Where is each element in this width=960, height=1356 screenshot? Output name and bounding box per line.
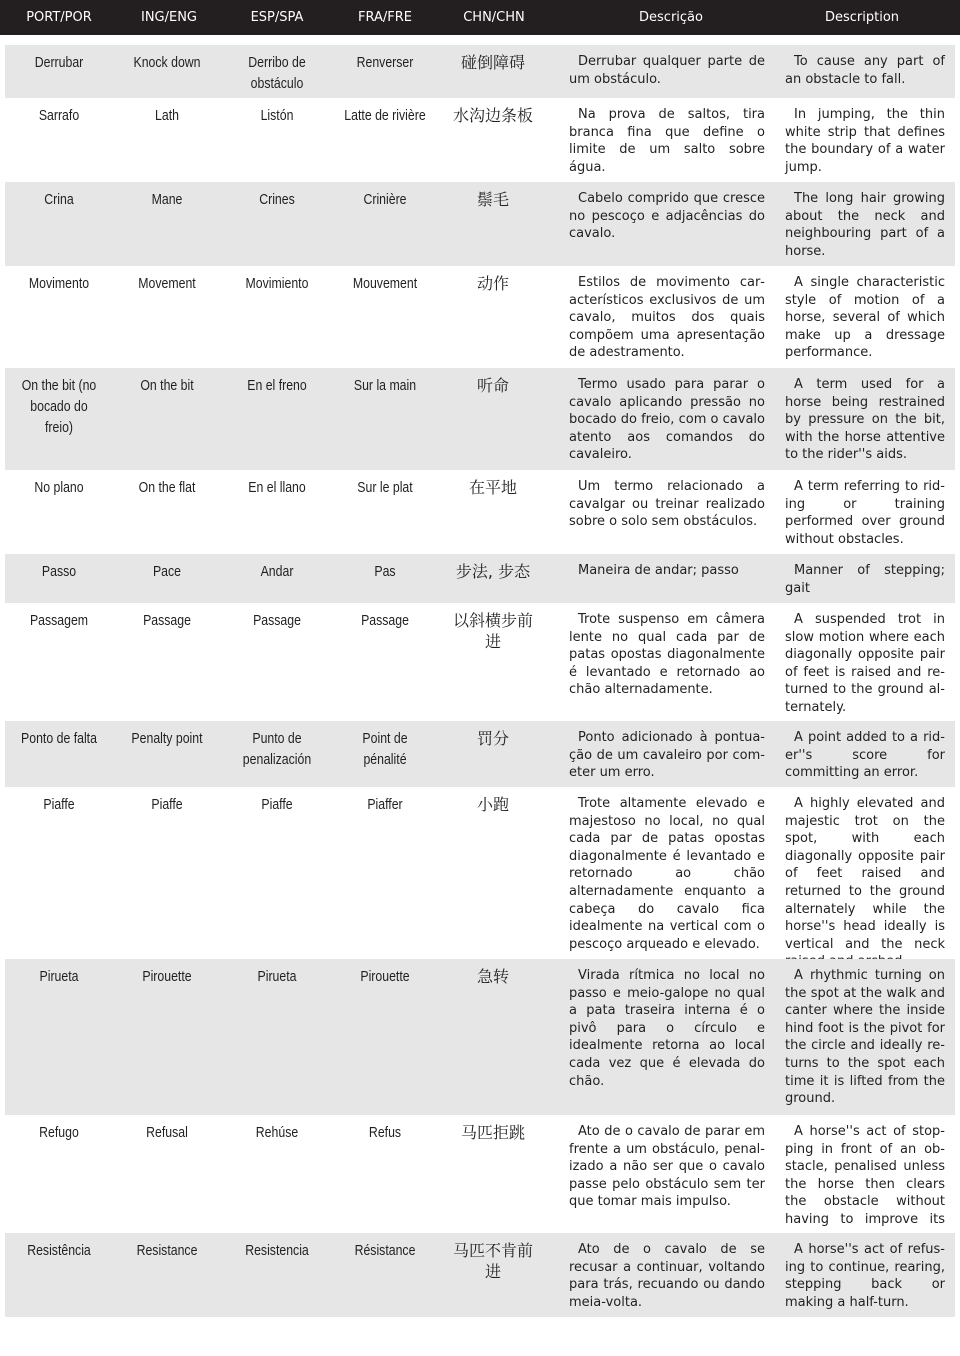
term-spa: Crines (259, 191, 295, 208)
desc-pt: Maneira de andar; passo (578, 563, 739, 578)
term-eng: Movement (138, 275, 196, 292)
term-fra: Passage (361, 612, 409, 629)
term-spa: Listón (260, 107, 294, 124)
header-eng: ING/ENG (140, 10, 198, 25)
desc-pt: Termo usado para parar o cavalo aplicando pressão no bocado do freio, com o cavalo atento aos comandos do cavaleiro. (569, 377, 765, 463)
table-row (5, 554, 955, 603)
desc-pt: Trote altamente elevado e majestoso no local, no qual cada par de patas opostas diagonalmente é levantado e retornado ao chão alternadamente enquanto a cabeça do cavalo fica idealmente na vertical com o pescoço arqueado e elevado. (569, 796, 765, 952)
term-chn: 动作 (476, 274, 509, 293)
term-spa: Piaffe (261, 796, 293, 813)
desc-pt: Ato de o cavalo de parar em frente a um obstáculo, penalizado a não ser que o cavalo passe pelo obstáculo sem ter que tomar mais impulso. (569, 1124, 765, 1210)
term-fra: Point de pénalité (362, 730, 408, 768)
header-por: PORT/POR (26, 10, 92, 25)
table-row (5, 368, 955, 470)
term-eng: Passage (143, 612, 191, 629)
term-eng: Refusal (146, 1124, 188, 1141)
desc-en: A point added to a rider''s score for committing an error. (785, 730, 945, 781)
table-row (5, 45, 955, 98)
table-row (5, 787, 955, 959)
header-descricao: Descrição (639, 10, 703, 25)
term-eng: On the flat (138, 479, 196, 496)
desc-pt: Um termo relacionado a cavalgar ou treinar realizado sobre o solo sem obstáculos. (569, 479, 765, 530)
term-spa: En el freno (247, 377, 307, 394)
term-por: No plano (34, 479, 84, 496)
term-por: Piaffe (43, 796, 75, 813)
term-fra: Pas (374, 563, 396, 580)
term-eng: Mane (151, 191, 183, 208)
desc-en: In jumping, the thin white strip that defines the boundary of a water jump. (785, 107, 945, 175)
term-eng: Pace (152, 563, 182, 580)
table-row (5, 603, 955, 721)
term-fra: Renverser (356, 54, 414, 71)
table-row (5, 1233, 955, 1317)
term-chn: 罚分 (476, 729, 509, 748)
term-spa: En el llano (248, 479, 306, 496)
term-chn: 碰倒障碍 (460, 53, 525, 72)
term-eng: Resistance (136, 1242, 198, 1259)
desc-en: A term used for a horse being restrained by pressure on the bit, with the horse attentive to the rider''s aids. (785, 377, 945, 463)
desc-pt: Na prova de saltos, tira branca fina que define o limite de um salto sobre água. (569, 107, 765, 175)
term-spa: Punto de penalización (242, 730, 312, 768)
term-chn: 马匹拒跳 (460, 1123, 525, 1142)
header-spa: ESP/SPA (250, 10, 304, 25)
term-por: Passagem (29, 612, 89, 629)
term-por: Pirueta (39, 968, 79, 985)
term-por: Refugo (39, 1124, 79, 1141)
term-por: Crina (44, 191, 74, 208)
table-row (5, 182, 955, 266)
term-por: Resistência (27, 1242, 91, 1259)
term-chn: 小跑 (476, 795, 509, 814)
desc-en: A highly elevated and majestic trot on the spot, with each diagonally opposite pair of feet raised and returned to the ground alternately while the horse''s head ideally is vertical and the neck (785, 796, 945, 952)
term-chn: 听命 (476, 376, 509, 395)
term-chn: 水沟边条板 (452, 106, 533, 125)
table-header (0, 0, 960, 35)
desc-en: A suspended trot in slow motion where each diagonally opposite pair of feet is raised and returned to the ground alternately. (785, 612, 945, 715)
term-spa: Derribo de obstáculo (248, 54, 306, 92)
term-fra: Sur la main (353, 377, 417, 394)
desc-pt: Trote suspenso em câmera lente no qual cada par de patas opostas diagonalmente é levantado e retornado ao chão alternadamente. (569, 612, 765, 698)
header-description: Description (824, 10, 900, 25)
term-spa: Andar (260, 563, 294, 580)
table-row (5, 266, 955, 368)
term-por: Passo (41, 563, 77, 580)
header-fra: FRA/FRE (358, 10, 412, 25)
term-chn: 鬃毛 (476, 190, 509, 209)
desc-en: To cause any part of an obstacle to fall. (785, 54, 945, 87)
term-spa: Pirueta (257, 968, 297, 985)
term-fra: Pirouette (360, 968, 410, 985)
term-fra: Mouvement (352, 275, 418, 292)
term-eng: Lath (155, 107, 179, 124)
table-row (5, 1115, 955, 1233)
term-por: Movimento (28, 275, 90, 292)
term-spa: Passage (253, 612, 301, 629)
desc-pt: Derrubar qualquer parte de um obstáculo. (569, 54, 765, 87)
term-fra: Résistance (354, 1242, 416, 1259)
desc-en: Manner of stepping; gait (785, 563, 945, 596)
term-chn: 以斜横步前进 (453, 611, 534, 651)
term-eng: Piaffe (151, 796, 183, 813)
desc-pt: Cabelo comprido que cresce no pescoço e adjacências do cavalo. (569, 191, 765, 242)
term-eng: Knock down (133, 54, 201, 71)
desc-pt: Ponto adicionado à pontuação de um cavaleiro por cometer um erro. (569, 730, 765, 781)
desc-pt: Ato de o cavalo de se recusar a continuar, voltando para trás, recuando ou dando meia-volta. (569, 1242, 765, 1310)
term-por: Sarrafo (38, 107, 80, 124)
header-chn: CHN/CHN (463, 10, 525, 25)
table-row (5, 721, 955, 787)
term-chn: 在平地 (468, 478, 517, 497)
desc-en: A single characteristic style of motion of a horse, several of which make up a dressage performance. (785, 275, 945, 361)
term-fra: Latte de rivière (344, 107, 426, 124)
table-row (5, 470, 955, 554)
term-chn: 步法, 步态 (455, 562, 531, 581)
term-fra: Refus (368, 1124, 402, 1141)
term-chn: 急转 (476, 967, 509, 986)
term-eng: On the bit (140, 377, 194, 394)
desc-pt: Virada rítmica no local no passo e meio-galope no qual a pata traseira interna é o pivô para o círculo e idealmente retorna ao local cada vez que é elevada do chão. (569, 968, 765, 1089)
desc-pt: Estilos de movimento característicos exclusivos de um cavalo, muitos dos quais compõem uma apresentação de adestramento. (569, 275, 765, 361)
desc-en: A term referring to riding or training performed over ground without obstacles. (785, 479, 945, 547)
term-fra: Sur le plat (357, 479, 413, 496)
term-eng: Pirouette (142, 968, 192, 985)
term-eng: Penalty point (131, 730, 203, 747)
term-chn: 马匹不肯前进 (453, 1241, 534, 1281)
desc-en: A horse''s act of refusing to continue, rearing, stepping back or making a half-turn. (785, 1242, 945, 1310)
desc-en: A horse''s act of stopping in front of an obstacle, penalised unless the horse then clears the obstacle without having to improve its (785, 1124, 945, 1227)
term-fra: Crinière (363, 191, 407, 208)
term-por: Ponto de falta (21, 730, 97, 747)
term-por: On the bit (no bocado do freio) (21, 377, 97, 436)
desc-en: A rhythmic turning on the spot at the walk and canter where the inside hind foot is the pivot for the circle and ideally returns to the spot each time it is lifted from the ground. (785, 968, 945, 1107)
term-spa: Rehúse (255, 1124, 299, 1141)
term-spa: Movimiento (245, 275, 309, 292)
term-spa: Resistencia (245, 1242, 309, 1259)
table-row (5, 98, 955, 182)
table-row (5, 959, 955, 1115)
term-fra: Piaffer (367, 796, 403, 813)
term-por: Derrubar (34, 54, 84, 71)
desc-en: The long hair growing about the neck and neighbouring part of a horse. (785, 191, 945, 259)
